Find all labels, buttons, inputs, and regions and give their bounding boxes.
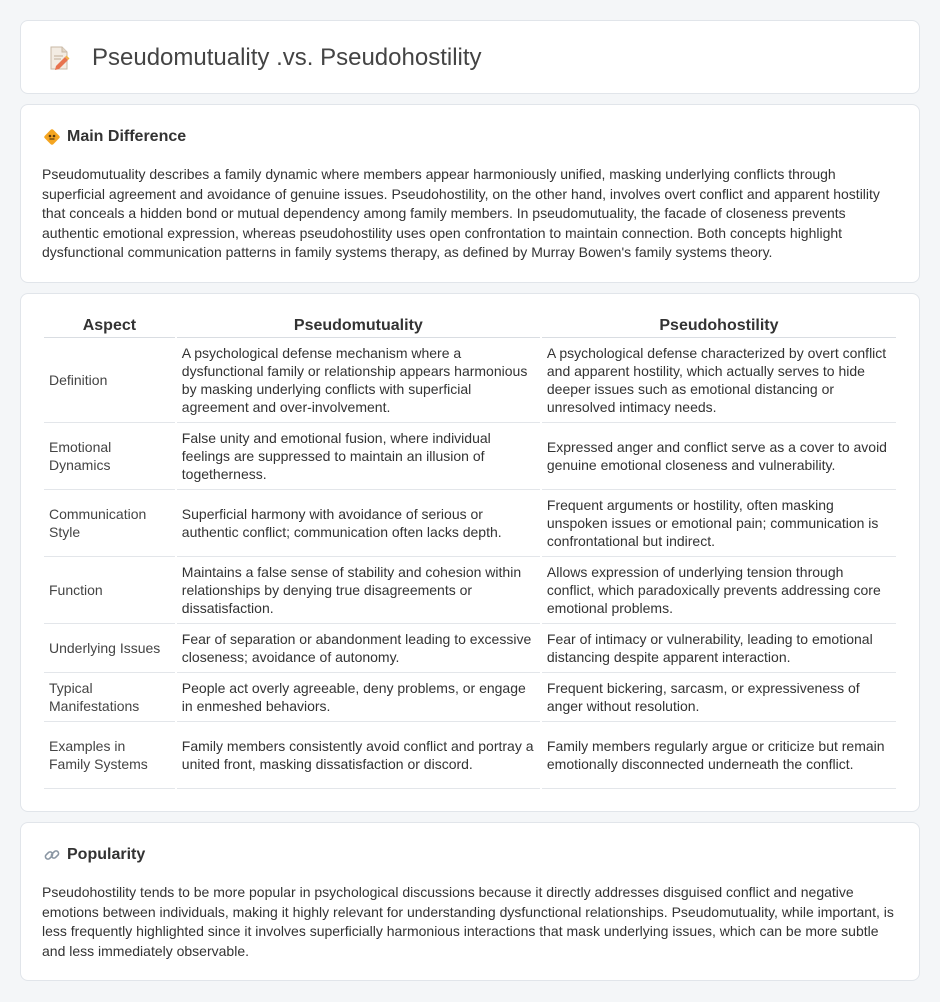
table-row bbox=[44, 423, 896, 490]
table-row bbox=[44, 338, 896, 423]
title-card bbox=[20, 20, 920, 94]
row-aspect: Typical Manifestations bbox=[44, 673, 175, 722]
popularity-section bbox=[20, 822, 920, 981]
header-aspect: Aspect bbox=[44, 316, 175, 338]
row-pseudomutuality: Family members consistently avoid conflict and portray a united front, masking dissatisfaction or discord. bbox=[177, 722, 540, 789]
table-row bbox=[44, 557, 896, 624]
header-pseudomutuality: Pseudomutuality bbox=[177, 316, 540, 338]
link-icon bbox=[43, 846, 61, 864]
row-pseudomutuality: People act overly agreeable, deny problems, or engage in enmeshed behaviors. bbox=[177, 673, 540, 722]
table-row bbox=[44, 490, 896, 557]
page-title: Pseudomutuality .vs. Pseudohostility bbox=[92, 44, 482, 71]
comparison-table-card bbox=[20, 293, 920, 812]
row-aspect: Communication Style bbox=[44, 490, 175, 557]
main-difference-section bbox=[20, 104, 920, 283]
row-pseudomutuality: Superficial harmony with avoidance of serious or authentic conflict; communication often lacks depth. bbox=[177, 490, 540, 557]
row-pseudomutuality: A psychological defense mechanism where a dysfunctional family or relationship appears harmonious by masking underlying conflicts with superficial agreement and over-involvement. bbox=[177, 338, 540, 423]
header-pseudohostility: Pseudohostility bbox=[542, 316, 896, 338]
row-pseudohostility: Family members regularly argue or criticize but remain emotionally disconnected underneath the conflict. bbox=[542, 722, 896, 789]
table-row bbox=[44, 722, 896, 789]
row-pseudohostility: Fear of intimacy or vulnerability, leading to emotional distancing despite apparent interaction. bbox=[542, 624, 896, 673]
row-aspect: Function bbox=[44, 557, 175, 624]
section-title: Popularity bbox=[67, 846, 146, 863]
row-aspect: Underlying Issues bbox=[44, 624, 175, 673]
row-pseudomutuality: Fear of separation or abandonment leading to excessive closeness; avoidance of autonomy. bbox=[177, 624, 540, 673]
row-pseudohostility: Expressed anger and conflict serve as a cover to avoid genuine emotional closeness and vulnerability. bbox=[542, 423, 896, 490]
row-aspect: Examples in Family Systems bbox=[44, 722, 175, 789]
section-title: Main Difference bbox=[67, 128, 187, 145]
main-difference-text: Pseudomutuality describes a family dynamic where members appear harmoniously unified, masking underlying conflicts through superficial agreement and avoidance of genuine issues. Pseudohostility, on the other hand, involves overt conflict and apparent hostility that conceals a hidden bond or mutual dependency among family members. In pseudomutuality, the facade of closeness prevents authentic emotional expression, whereas pseudohostility uses open confrontation to maintain connection. Both concepts highlight dysfunctional communication patterns in family systems therapy, as defined by Murray Bowen's family systems theory. bbox=[42, 166, 880, 260]
comparison-table bbox=[42, 316, 898, 789]
table-row bbox=[44, 673, 896, 722]
diamond-sign-icon bbox=[43, 128, 61, 146]
row-pseudomutuality: Maintains a false sense of stability and cohesion within relationships by denying true disagreements or dissatisfaction. bbox=[177, 557, 540, 624]
row-pseudohostility: Frequent bickering, sarcasm, or expressiveness of anger without resolution. bbox=[542, 673, 896, 722]
row-aspect: Definition bbox=[44, 338, 175, 423]
row-aspect: Emotional Dynamics bbox=[44, 423, 175, 490]
row-pseudohostility: A psychological defense characterized by overt conflict and apparent hostility, which actually serves to hide deeper issues such as emotional distancing or unresolved intimacy needs. bbox=[542, 338, 896, 423]
popularity-text: Pseudohostility tends to be more popular in psychological discussions because it directly addresses disguised conflict and negative emotions between individuals, making it highly relevant for understanding dysfunctional relationships. Pseudomutuality, while important, is less frequently highlighted since it involves superficially harmonious interactions that mask underlying issues, which can be more subtle and less immediately observable. bbox=[42, 884, 894, 959]
row-pseudomutuality: False unity and emotional fusion, where individual feelings are suppressed to maintain an illusion of togetherness. bbox=[177, 423, 540, 490]
document-edit-icon bbox=[47, 45, 71, 71]
table-header-row bbox=[44, 316, 896, 338]
row-pseudohostility: Frequent arguments or hostility, often masking unspoken issues or emotional pain; communication is confrontational but indirect. bbox=[542, 490, 896, 557]
row-pseudohostility: Allows expression of underlying tension through conflict, which paradoxically prevents addressing core emotional problems. bbox=[542, 557, 896, 624]
table-row bbox=[44, 624, 896, 673]
